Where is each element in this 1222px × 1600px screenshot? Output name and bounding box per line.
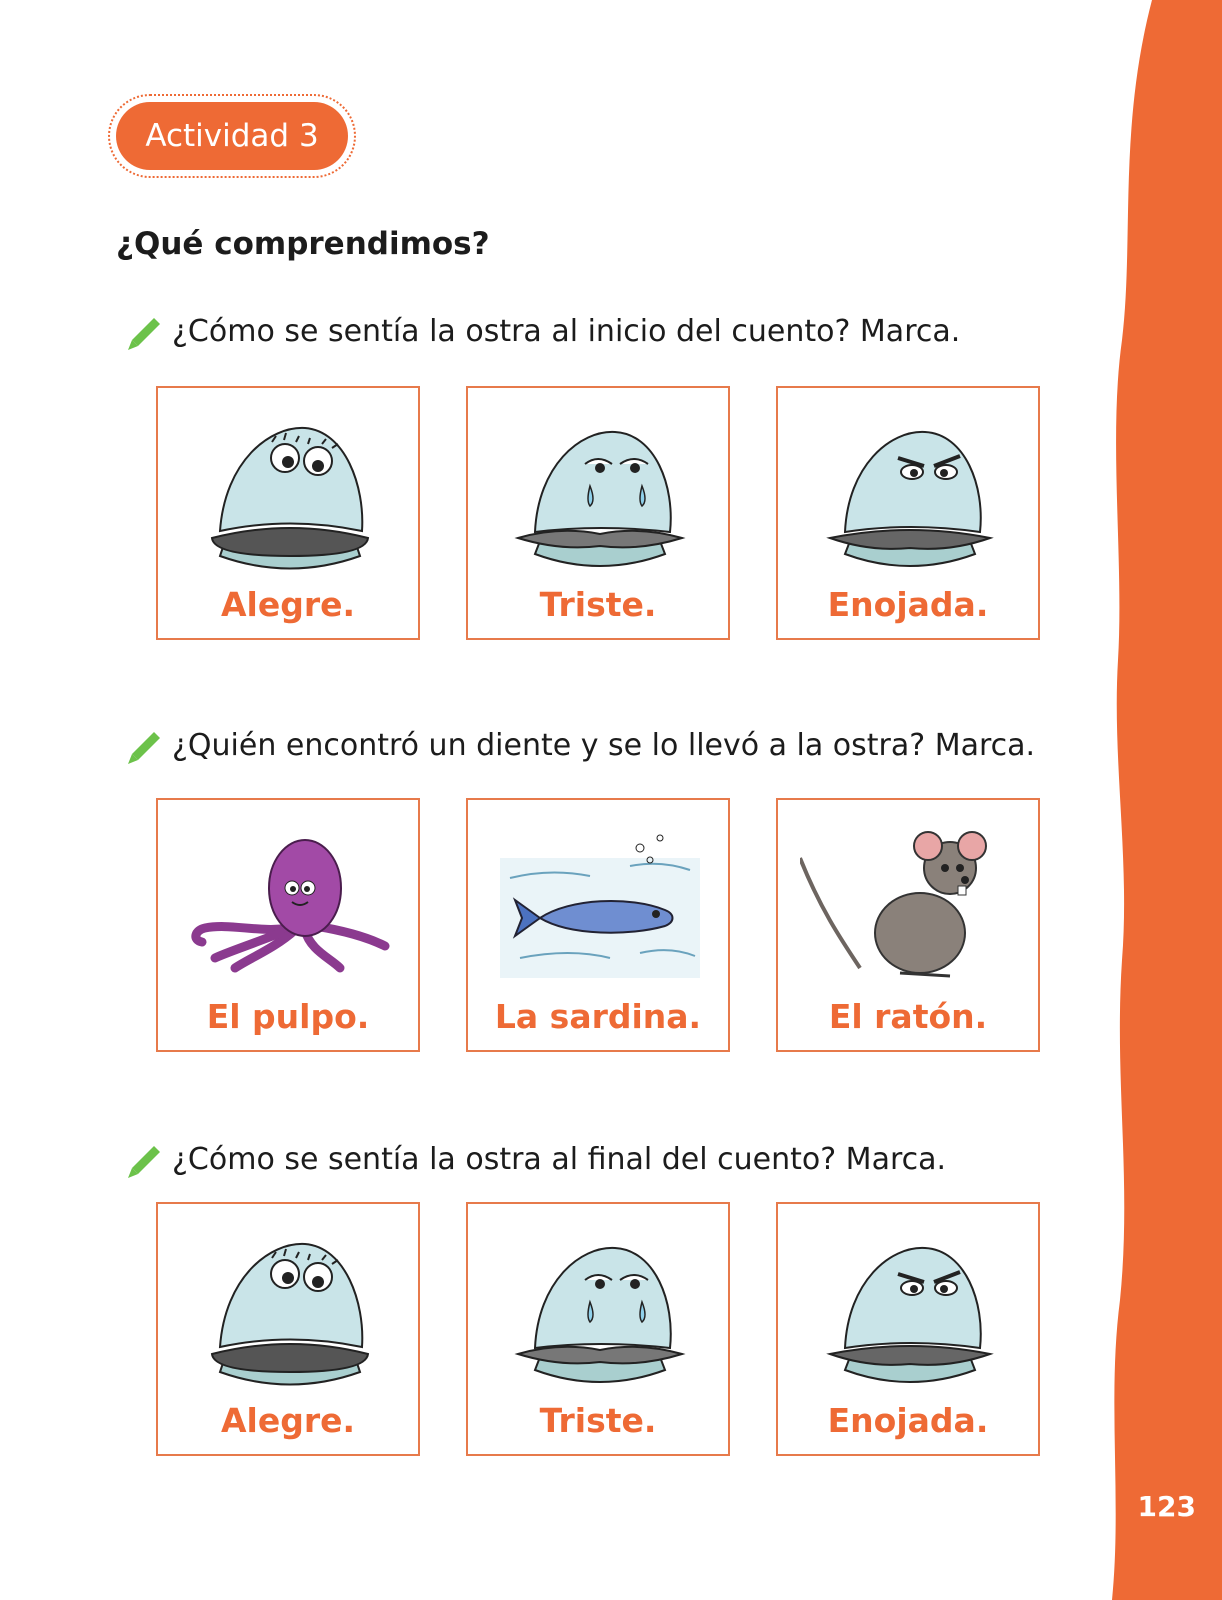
pencil-icon (124, 724, 166, 766)
option-card-q2-sardina[interactable] (466, 798, 730, 1052)
option-label: Enojada. (827, 1401, 989, 1440)
question-2-text: ¿Quién encontró un diente y se lo llevó a la ostra? Marca. (172, 727, 1036, 763)
option-label: El ratón. (828, 997, 988, 1036)
angry-oyster-image (800, 1222, 1020, 1392)
option-card-q1-enojada[interactable] (776, 386, 1040, 640)
option-card-q2-raton[interactable] (776, 798, 1040, 1052)
option-card-q3-enojada[interactable] (776, 1202, 1040, 1456)
page-side-band (1112, 0, 1222, 1600)
question-3-text: ¿Cómo se sentía la ostra al final del cuento? Marca. (172, 1141, 947, 1177)
option-label: Triste. (539, 585, 657, 624)
option-card-q1-alegre[interactable] (156, 386, 420, 640)
pencil-icon (124, 310, 166, 352)
mouse-image (800, 818, 1020, 988)
section-heading: ¿Qué comprendimos? (116, 226, 490, 262)
sardine-image (490, 818, 710, 988)
option-card-q2-pulpo[interactable] (156, 798, 420, 1052)
option-card-q1-triste[interactable] (466, 386, 730, 640)
activity-badge-label: Actividad 3 (116, 102, 348, 170)
pencil-icon (124, 1138, 166, 1180)
page-number: 123 (1137, 1490, 1196, 1523)
sad-oyster-image (490, 406, 710, 576)
question-2 (124, 720, 1035, 770)
option-label: Alegre. (220, 1401, 356, 1440)
option-label: La sardina. (494, 997, 702, 1036)
option-label: El pulpo. (206, 997, 370, 1036)
sad-oyster-image (490, 1222, 710, 1392)
angry-oyster-image (800, 406, 1020, 576)
option-label: Triste. (539, 1401, 657, 1440)
activity-badge (108, 94, 356, 178)
question-3 (124, 1134, 946, 1184)
octopus-image (180, 818, 400, 988)
option-card-q3-triste[interactable] (466, 1202, 730, 1456)
question-1 (124, 306, 960, 356)
option-card-q3-alegre[interactable] (156, 1202, 420, 1456)
happy-oyster-image (180, 406, 400, 576)
option-label: Enojada. (827, 585, 989, 624)
option-label: Alegre. (220, 585, 356, 624)
happy-oyster-image (180, 1222, 400, 1392)
question-1-text: ¿Cómo se sentía la ostra al inicio del cuento? Marca. (172, 313, 961, 349)
